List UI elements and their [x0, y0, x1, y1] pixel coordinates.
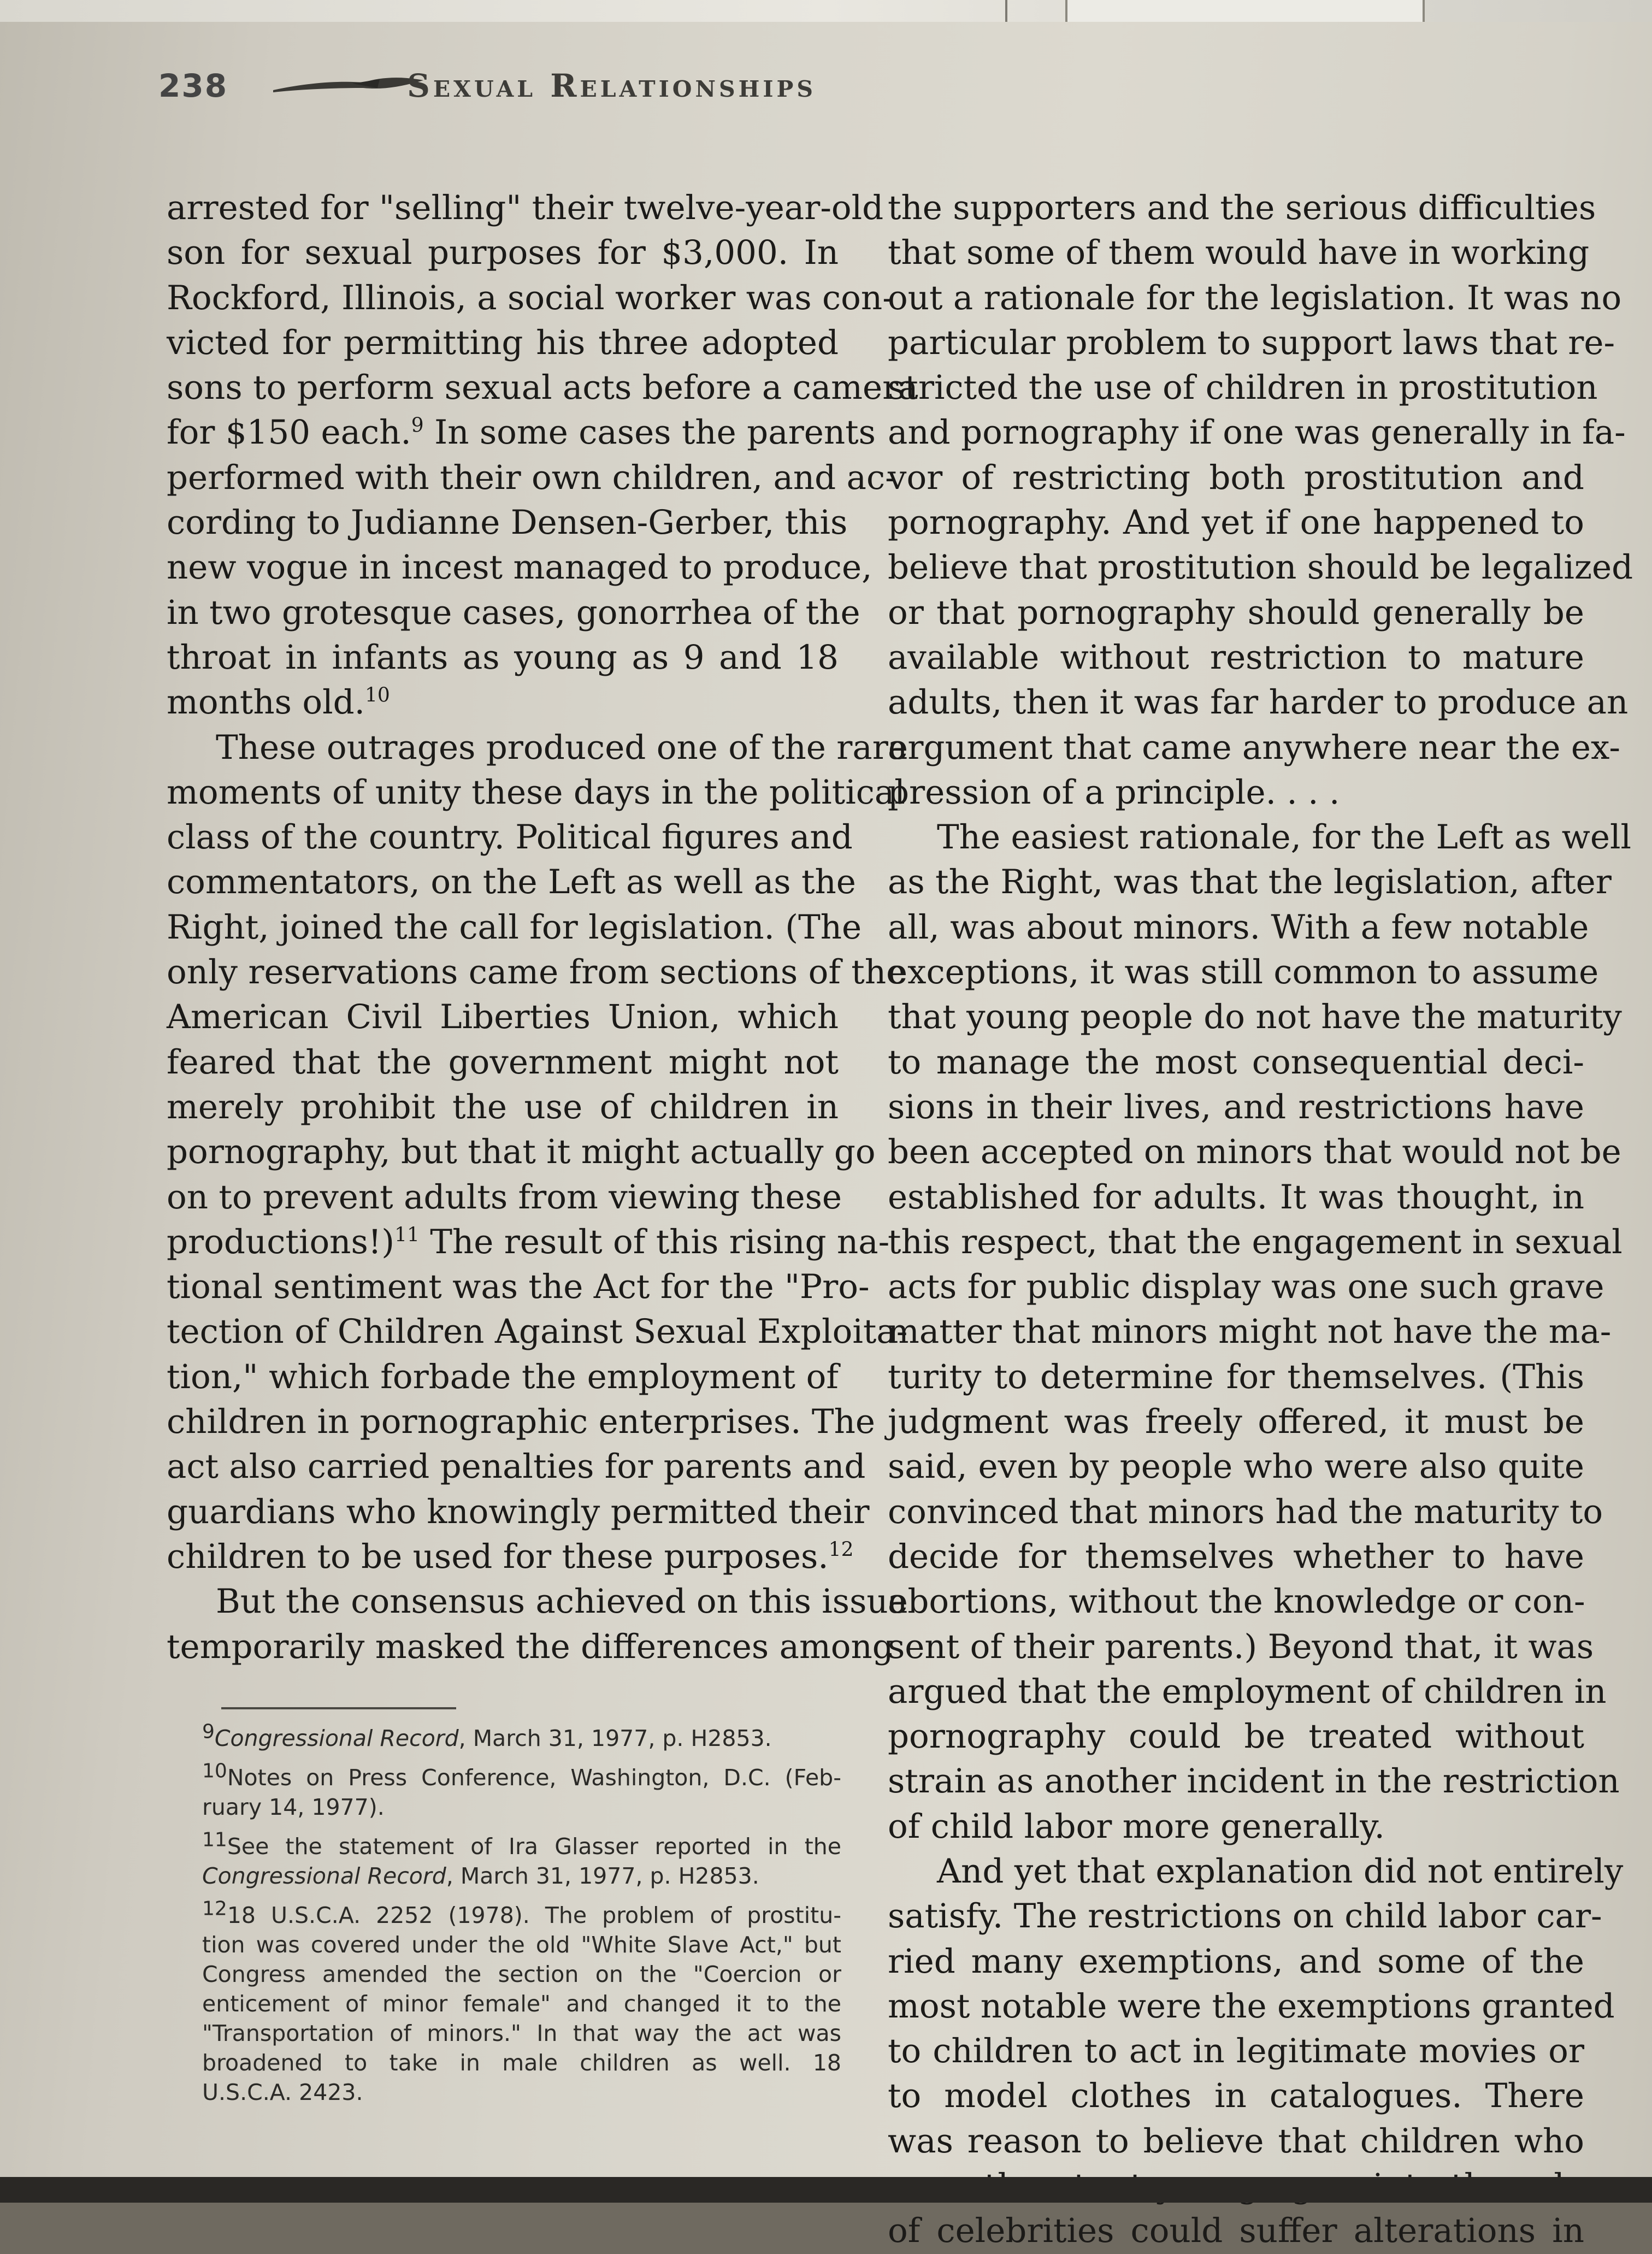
- text-line: pression of a principle. . . .: [888, 772, 1340, 812]
- book-page: [0, 22, 1652, 2251]
- note-ref-11: 11: [394, 1224, 420, 1247]
- footnote-line: U.S.C.A. 2423.: [202, 2079, 363, 2105]
- text-line: established for adults. It was thought, in: [888, 1177, 1584, 1217]
- text-line: But the consensus achieved on this issue: [216, 1582, 908, 1621]
- text-line: all, was about minors. With a few notable: [888, 907, 1589, 947]
- text-line: decide for themselves whether to have: [888, 1537, 1584, 1576]
- footnote-line: [202, 1897, 841, 1930]
- text-line: particular problem to support laws that re-: [888, 323, 1615, 362]
- footnote-line: tion was covered under the old "White Slave Act," but: [202, 1932, 841, 1958]
- text-line: tection of Children Against Sexual Exploita-: [167, 1312, 908, 1352]
- footnote-line: [202, 1720, 841, 1753]
- text-line: moments of unity these days in the political: [167, 772, 905, 812]
- text-line: this respect, that the engagement in sexual: [888, 1222, 1622, 1261]
- text-line: as the Right, was that the legislation, after: [888, 863, 1612, 902]
- text-line: most notable were the exemptions granted: [888, 1986, 1615, 2026]
- text-line: pornography could be treated without: [888, 1717, 1584, 1756]
- text-line: abortions, without the knowledge or con-: [888, 1582, 1585, 1621]
- text-segment: for $150 each.: [167, 413, 411, 452]
- footnote-rule: [221, 1707, 456, 1709]
- text-line: cording to Judianne Densen-Gerber, this: [167, 503, 848, 542]
- text-line: guardians who knowingly permitted their: [167, 1492, 870, 1531]
- text-line: Rockford, Illinois, a social worker was con-: [167, 278, 894, 317]
- text-line: judgment was freely offered, it must be: [888, 1402, 1584, 1442]
- footnote-number: 11: [202, 1828, 227, 1851]
- text-line: ried many exemptions, and some of the: [888, 1942, 1584, 1981]
- text-segment: The result of this rising na-: [419, 1222, 890, 1261]
- text-segment: children to be used for these purposes.: [167, 1537, 829, 1576]
- text-line: sions in their lives, and restrictions have: [888, 1087, 1584, 1126]
- text-line: argued that the employment of children in: [888, 1672, 1607, 1711]
- text-line: believe that prostitution should be legalized: [888, 548, 1633, 587]
- text-line: children in pornographic enterprises. The: [167, 1402, 875, 1442]
- footnote-10: [202, 1760, 841, 1822]
- text-line: sons to perform sexual acts before a camera: [167, 368, 918, 408]
- text-line: adults, then it was far harder to produce an: [888, 683, 1629, 722]
- text-line-with-note: [167, 1220, 890, 1265]
- text-line: only reservations came from sections of the: [167, 953, 906, 992]
- footnote-9: [202, 1720, 841, 1753]
- text-line: These outrages produced one of the rare: [216, 728, 908, 767]
- footnote-line: "Transportation of minors." In that way the act was: [202, 2020, 841, 2046]
- text-line: been accepted on minors that would not be: [888, 1132, 1621, 1172]
- edge-tab: [1065, 0, 1425, 22]
- text-line: performed with their own children, and ac-: [167, 458, 896, 497]
- text-line: available without restriction to mature: [888, 638, 1584, 677]
- text-line: to model clothes in catalogues. There: [888, 2076, 1584, 2116]
- footnote-line: Congress amended the section on the "Coercion or: [202, 1961, 841, 1987]
- screen-top-edge: [0, 0, 1652, 22]
- text-line: new vogue in incest managed to produce,: [167, 548, 872, 587]
- text-segment: productions!): [167, 1222, 395, 1261]
- text-line: that young people do not have the maturity: [888, 998, 1622, 1037]
- text-line: satisfy. The restrictions on child labor car-: [888, 1897, 1602, 1936]
- text-line: matter that minors might not have the ma-: [888, 1312, 1612, 1352]
- text-line: strain as another incident in the restriction: [888, 1762, 1620, 1801]
- text-line: convinced that minors had the maturity to: [888, 1492, 1603, 1531]
- left-column: [167, 186, 918, 1669]
- text-line-with-note: [167, 680, 839, 725]
- text-line: turity to determine for themselves. (This: [888, 1357, 1584, 1396]
- footnote-line: [202, 1861, 841, 1891]
- text-line: tional sentiment was the Act for the "Pro-: [167, 1267, 870, 1307]
- footnote-line: broadened to take in male children as well. 18: [202, 2050, 841, 2076]
- text-line: pornography, but that it might actually go: [167, 1132, 876, 1172]
- source-detail: , March 31, 1977, p. H2853.: [458, 1725, 772, 1751]
- text-line: out a rationale for the legislation. It was no: [888, 278, 1622, 317]
- text-line: was reason to believe that children who: [888, 2121, 1584, 2161]
- text-line: or that pornography should generally be: [888, 593, 1584, 632]
- text-line: vor of restricting both prostitution and: [888, 458, 1584, 497]
- text-line: and pornography if one was generally in fa-: [888, 413, 1626, 452]
- text-line: act also carried penalties for parents and: [167, 1447, 866, 1486]
- text-segment: months old.: [167, 683, 365, 722]
- footnote-number: 12: [202, 1897, 227, 1920]
- text-line: son for sexual purposes for $3,000. In: [167, 233, 839, 273]
- text-line: said, even by people who were also quite: [888, 1447, 1584, 1486]
- text-line: throat in infants as young as 9 and 18: [167, 638, 839, 677]
- text-line: commentators, on the Left as well as the: [167, 863, 856, 902]
- text-line: to manage the most consequential deci-: [888, 1042, 1584, 1082]
- text-line: Right, joined the call for legislation. (The: [167, 907, 862, 947]
- source-title: Congressional Record: [214, 1725, 459, 1751]
- footnote-text: Notes on Press Conference, Washington, D.C. (Feb-: [227, 1765, 841, 1791]
- text-line: merely prohibit the use of children in: [167, 1087, 839, 1126]
- note-ref-12: 12: [828, 1538, 854, 1561]
- text-line: to children to act in legitimate movies or: [888, 2032, 1584, 2071]
- text-line: exceptions, it was still common to assume: [888, 953, 1599, 992]
- text-line: of celebrities could suffer alterations in: [888, 2211, 1584, 2251]
- text-line: tion," which forbade the employment of: [167, 1357, 839, 1396]
- text-line: class of the country. Political figures and: [167, 818, 853, 857]
- source-title: Congressional Record: [202, 1863, 446, 1889]
- text-line: argument that came anywhere near the ex-: [888, 728, 1620, 767]
- text-line: The easiest rationale, for the Left as well: [937, 818, 1631, 857]
- text-line: in two grotesque cases, gonorrhea of the: [167, 593, 860, 632]
- footnote-11: [202, 1828, 841, 1891]
- footnote-12: [202, 1897, 841, 2107]
- text-segment: In some cases the parents: [423, 413, 876, 452]
- text-line: American Civil Liberties Union, which: [167, 998, 839, 1037]
- right-column: [888, 186, 1633, 2254]
- edge-tick: [1005, 0, 1007, 22]
- text-line: acts for public display was one such grave: [888, 1267, 1604, 1307]
- footnote-line: [202, 1760, 841, 1792]
- footnotes: [202, 1720, 841, 2117]
- footnote-line: [202, 1828, 841, 1861]
- screen-bottom-edge: [0, 2177, 1652, 2203]
- footnote-text: 18 U.S.C.A. 2252 (1978). The problem of prostitu-: [227, 1902, 841, 1928]
- running-head: Sexual Relationships: [407, 67, 816, 104]
- note-ref-9: 9: [411, 415, 424, 438]
- footnote-number: 9: [202, 1720, 215, 1743]
- text-line: of child labor more generally.: [888, 1807, 1385, 1846]
- text-line: on to prevent adults from viewing these: [167, 1177, 842, 1217]
- footnote-number: 10: [202, 1760, 227, 1783]
- text-line-with-note: [167, 410, 876, 455]
- text-line: the supporters and the serious difficulties: [888, 188, 1596, 227]
- text-line: stricted the use of children in prostitution: [888, 368, 1598, 408]
- footnote-line: ruary 14, 1977).: [202, 1794, 385, 1820]
- note-ref-10: 10: [365, 684, 390, 707]
- text-line: pornography. And yet if one happened to: [888, 503, 1584, 542]
- footnote-line: enticement of minor female" and changed it to the: [202, 1991, 841, 2017]
- text-line: victed for permitting his three adopted: [167, 323, 839, 362]
- page-number: 238: [158, 67, 228, 104]
- text-line: arrested for "selling" their twelve-year-old: [167, 188, 884, 227]
- text-line: that some of them would have in working: [888, 233, 1590, 273]
- quill-ornament-icon: [270, 72, 429, 99]
- page-header: [158, 52, 923, 112]
- text-line: And yet that explanation did not entirely: [937, 1851, 1624, 1891]
- text-line: sent of their parents.) Beyond that, it was: [888, 1627, 1594, 1666]
- text-line: feared that the government might not: [167, 1042, 839, 1082]
- footnote-text: See the statement of Ira Glasser reported in the: [227, 1833, 841, 1860]
- text-line: temporarily masked the differences among: [167, 1627, 894, 1666]
- text-line-with-note: [167, 1535, 854, 1579]
- source-detail: , March 31, 1977, p. H2853.: [446, 1863, 759, 1889]
